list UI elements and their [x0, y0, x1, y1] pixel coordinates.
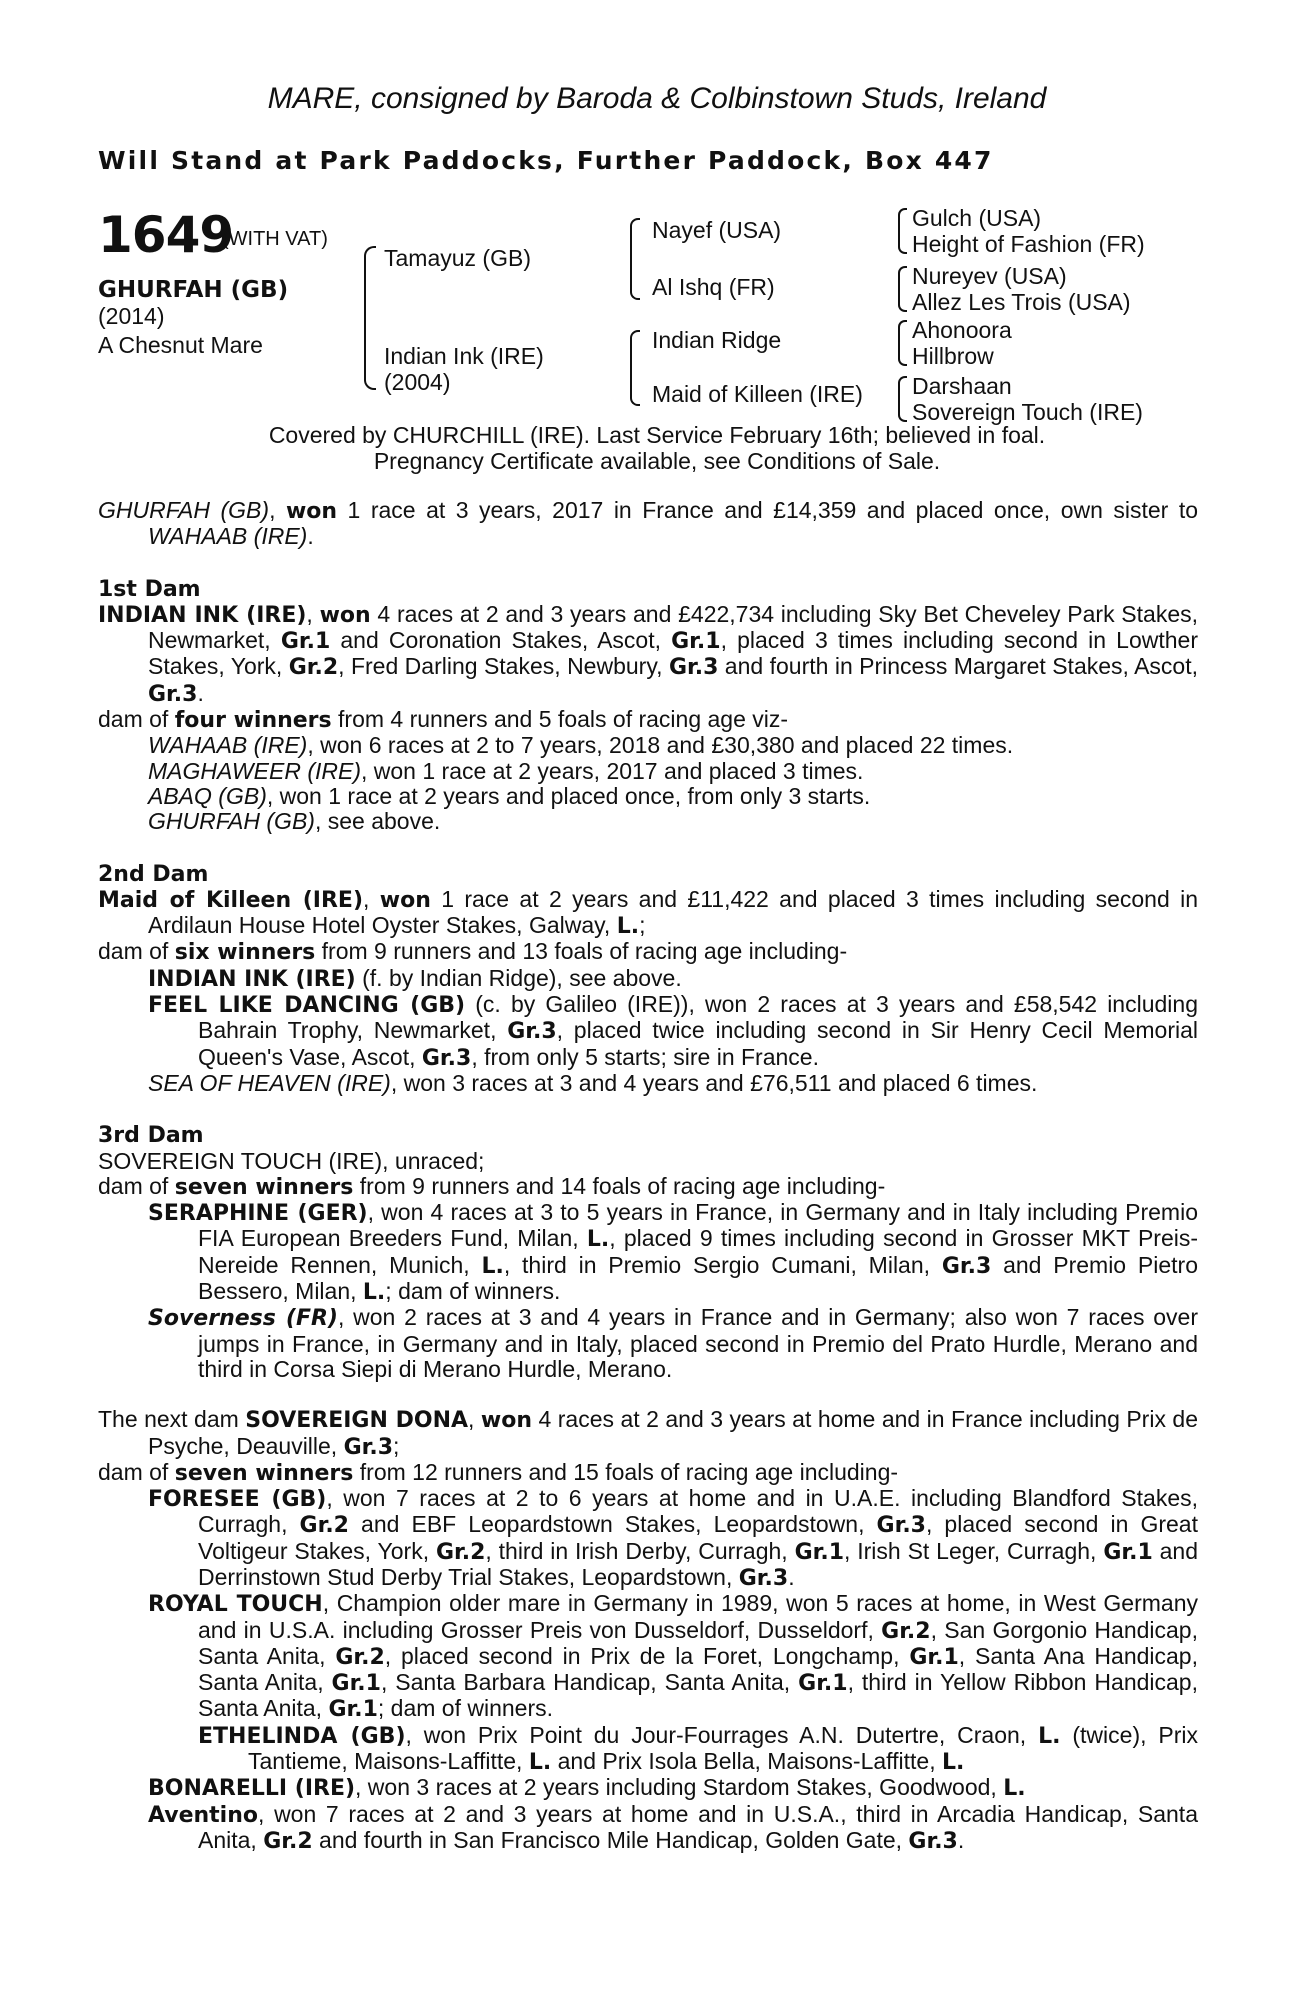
- pedigree-bracket-dam-line: [630, 330, 640, 406]
- progeny-text: , placed second in Great Voltigeur Stakes, York,: [198, 1511, 1198, 1564]
- dam-of-text: dam of: [98, 1172, 175, 1199]
- first-dam-heading: 1st Dam: [98, 576, 201, 602]
- progeny-text: and EBF Leopardstown Stakes, Leopardstown,: [348, 1511, 877, 1538]
- progeny-text: , third in Premio Sergio Cumani, Milan,: [503, 1251, 942, 1278]
- sd-sire-name: Nureyev (USA): [912, 263, 1067, 289]
- won-label: won: [480, 1408, 533, 1434]
- progeny-text: (f. by Indian Ridge), see above.: [355, 964, 682, 991]
- sire-sire-name: Nayef (USA): [652, 217, 782, 243]
- stand-location: Will Stand at Park Paddocks, Further Paddock, Box 447: [98, 146, 994, 175]
- grade-label: L.: [481, 1253, 504, 1279]
- progeny-text: , placed second in Prix de la Foret, Longchamp,: [384, 1642, 910, 1669]
- horse-description: A Chesnut Mare: [98, 332, 263, 358]
- first-dam-name: INDIAN INK (IRE): [98, 602, 307, 628]
- record-text: .: [197, 679, 204, 706]
- grade-label: Gr.3: [148, 681, 198, 707]
- dam-of-text: from 9 runners and 13 foals of racing age including-: [315, 938, 848, 965]
- progeny-text: (twice), Prix Tantieme, Maisons-Laffitte,: [248, 1721, 1199, 1775]
- grade-label: Gr.1: [280, 629, 331, 655]
- dd-dam-name: Sovereign Touch (IRE): [912, 399, 1143, 425]
- grade-label: Gr.1: [1103, 1539, 1153, 1565]
- record-text: and Coronation Stakes, Ascot,: [330, 627, 672, 654]
- grade-label: Gr.3: [668, 655, 719, 681]
- record-text: , Fred Darling Stakes, Newbury,: [338, 653, 669, 680]
- grade-label: Gr.2: [435, 1539, 486, 1565]
- progeny-text: , placed 9 times including second in Grosser MKT Preis-Nereide Rennen, Munich,: [198, 1225, 1199, 1278]
- grade-label: Gr.1: [671, 629, 721, 655]
- second-dam-record: Maid of Killeen (IRE), won 1 race at 2 years and £11,422 and placed 3 times including second in Ardilaun House Hotel Oyster Stakes, Galway, L.;: [98, 885, 1199, 940]
- progeny-name: Soverness (FR): [148, 1306, 338, 1332]
- progeny-text: , won 1 race at 2 years and placed once, from only 3 starts.: [266, 782, 871, 809]
- grade-label: L.: [1038, 1723, 1061, 1749]
- pedigree-bracket-gen3-2: [898, 266, 907, 312]
- grade-label: L.: [528, 1750, 552, 1776]
- second-dam-dam-of: [98, 939, 1198, 965]
- progeny-text: , won 2 races at 3 and 4 years in France and in Germany; also won 7 races over jumps in France, in Germany and in Italy, placed second in Premio del Prato Hurdle, Merano and third in Corsa Siepi di Merano Hurdle, Merano.: [198, 1304, 1198, 1382]
- intro-paragraph: GHURFAH (GB), won 1 race at 3 years, 2017 in France and £14,359 and placed once, own sister to WAHAAB (IRE).: [98, 497, 1199, 550]
- dam-sire-name: Indian Ridge: [652, 327, 782, 353]
- grade-label: Gr.3: [421, 1045, 472, 1071]
- progeny-text: and Derrinstown Stud Derby Trial Stakes, Leopardstown,: [198, 1537, 1198, 1590]
- progeny-name: FORESEE (GB): [148, 1487, 327, 1513]
- winners-count: four winners: [174, 708, 332, 734]
- sire-dam-name: Al Ishq (FR): [652, 274, 775, 300]
- covering-line: Covered by CHURCHILL (IRE). Last Service February 16th; believed in foal.: [268, 422, 1046, 448]
- grade-label: Gr.3: [507, 1019, 557, 1045]
- progeny-item: [98, 784, 1198, 809]
- progeny-item: [98, 1775, 1198, 1801]
- grade-label: Gr.3: [876, 1513, 926, 1539]
- progeny-item: [98, 1723, 1198, 1776]
- grade-label: Gr.1: [331, 1671, 381, 1697]
- progeny-item: [98, 992, 1198, 1071]
- dam-of-text: from 12 runners and 15 foals of racing age including-: [353, 1458, 899, 1485]
- progeny-text: , won 7 races at 2 to 6 years at home and in U.A.E. including Blandford Stakes, Curragh,: [198, 1485, 1198, 1538]
- progeny-name: SERAPHINE (GER): [148, 1201, 368, 1227]
- grade-label: Gr.3: [343, 1434, 394, 1460]
- third-dam-dam-of: [98, 1174, 1198, 1200]
- grade-label: L.: [616, 914, 640, 940]
- grade-label: Gr.2: [288, 655, 339, 681]
- progeny-item: [98, 759, 1198, 784]
- progeny-item: [98, 1200, 1198, 1305]
- grade-label: Gr.2: [263, 1828, 313, 1854]
- winners-count: six winners: [174, 940, 316, 966]
- second-dam-heading: 2nd Dam: [98, 861, 209, 887]
- pedigree-bracket-gen1: [364, 246, 376, 390]
- progeny-text: , won 3 races at 2 years including Stardom Stakes, Goodwood,: [355, 1774, 1004, 1801]
- progeny-item: [98, 1591, 1198, 1722]
- ss-sire-name: Gulch (USA): [912, 205, 1042, 231]
- third-dam-heading: 3rd Dam: [98, 1123, 204, 1149]
- horse-name-ref: GHURFAH (GB): [98, 497, 270, 523]
- progeny-text: , third in Yellow Ribbon Handicap, Santa Anita,: [198, 1669, 1198, 1722]
- progeny-text: , Irish St Leger, Curragh,: [844, 1537, 1104, 1564]
- record-text: ;: [639, 912, 646, 939]
- intro-text: 1 race at 3 years, 2017 in France and £14,359 and placed once, own sister to: [337, 497, 1199, 523]
- dam-dam-name: Maid of Killeen (IRE): [652, 381, 863, 407]
- progeny-item: [98, 1305, 1198, 1382]
- next-dam-record: The next dam SOVEREIGN DONA, won 4 races at 2 and 3 years at home and in France including Prix de Psyche, Deauville, Gr.3;: [98, 1406, 1198, 1460]
- progeny-name: Aventino: [148, 1802, 258, 1828]
- horse-name: GHURFAH (GB): [98, 277, 289, 303]
- progeny-text: , won 7 races at 2 and 3 years at home and in U.S.A., third in Arcadia Handicap, Santa Anita,: [198, 1800, 1198, 1853]
- record-text: ;: [393, 1432, 400, 1459]
- progeny-text: , Santa Ana Handicap, Santa Anita,: [198, 1642, 1198, 1696]
- grade-label: L.: [362, 1280, 386, 1306]
- pedigree-bracket-sire-line: [630, 218, 640, 300]
- progeny-text: , won 4 races at 3 to 5 years in France, in Germany and in Italy including Premio FIA European Breeders Fund, Milan,: [198, 1199, 1198, 1252]
- sd-dam-name: Allez Les Trois (USA): [912, 289, 1131, 315]
- progeny-text: ; dam of winners.: [385, 1278, 561, 1305]
- progeny-text: , Santa Barbara Handicap, Santa Anita,: [380, 1669, 799, 1696]
- dam-of-text: from 4 runners and 5 foals of racing age viz-: [331, 706, 789, 733]
- progeny-text: (c. by Galileo (IRE)), won 2 races at 3 years and £58,542 including Bahrain Trophy, Newmarket,: [198, 991, 1198, 1044]
- grade-label: Gr.2: [335, 1644, 385, 1670]
- grade-label: Gr.1: [328, 1697, 378, 1723]
- consignor-line: MARE, consigned by Baroda & Colbinstown Studs, Ireland: [267, 82, 1047, 115]
- ds-dam-name: Hillbrow: [912, 343, 994, 369]
- progeny-name: ETHELINDA (GB): [198, 1723, 406, 1749]
- progeny-text: , third in Irish Derby, Curragh,: [485, 1537, 795, 1564]
- pedigree-bracket-gen3-4: [898, 376, 907, 422]
- record-text: , placed 3 times including second in Lowther Stakes, York,: [148, 627, 1198, 680]
- grade-label: Gr.3: [941, 1253, 992, 1279]
- progeny-text: , won 6 races at 2 to 7 years, 2018 and £30,380 and placed 22 times.: [307, 732, 1014, 759]
- progeny-text: , San Gorgonio Handicap, Santa Anita,: [198, 1616, 1198, 1669]
- sister-name: WAHAAB (IRE): [148, 523, 308, 550]
- dam-of-text: dam of: [98, 938, 175, 965]
- grade-label: Gr.3: [908, 1828, 958, 1854]
- progeny-name: BONARELLI (IRE): [148, 1776, 356, 1802]
- progeny-item: [98, 1071, 1198, 1096]
- intro-end: .: [307, 523, 314, 550]
- progeny-text: .: [957, 1826, 965, 1853]
- grade-label: Gr.2: [299, 1513, 349, 1539]
- progeny-text: .: [788, 1563, 795, 1590]
- grade-label: L.: [1003, 1776, 1026, 1802]
- grade-label: Gr.1: [798, 1671, 848, 1697]
- progeny-name: ABAQ (GB): [148, 782, 267, 809]
- catalogue-body: [98, 498, 1198, 1854]
- foaling-year: (2014): [98, 303, 165, 329]
- first-dam-record: INDIAN INK (IRE), won 4 races at 2 and 3 years and £422,734 including Sky Bet Cheveley Park Stakes, Newmarket, Gr.1 and Coronation Stakes, Ascot, Gr.1, placed 3 times including second in Lowther Stakes, York, Gr.2, Fred Darling Stakes, Newbury, Gr.3 and fourth in Princess Margaret Stakes, Ascot, Gr.3.: [98, 600, 1199, 707]
- progeny-name: ROYAL TOUCH: [148, 1592, 323, 1618]
- grade-label: L.: [941, 1750, 965, 1776]
- dam-of-text: dam of: [98, 1458, 175, 1485]
- pedigree-bracket-gen3-3: [898, 320, 907, 366]
- won-label: won: [285, 499, 338, 524]
- next-dam-dam-of: [98, 1460, 1198, 1486]
- progeny-text: , Champion older mare in Germany in 1989, won 5 races at home, in West Germany and in U.S.A. including Grosser Preis von Dusseldorf, Dusseldorf,: [198, 1590, 1198, 1643]
- dam-of-text: from 9 runners and 14 foals of racing age including-: [353, 1172, 886, 1199]
- progeny-name: SEA OF HEAVEN (IRE): [148, 1069, 391, 1096]
- progeny-name: WAHAAB (IRE): [148, 732, 308, 759]
- next-dam-name: SOVEREIGN DONA: [245, 1408, 469, 1434]
- winners-count: seven winners: [174, 1460, 354, 1486]
- progeny-item: [98, 733, 1198, 758]
- grade-label: Gr.1: [794, 1539, 844, 1565]
- won-label: won: [379, 887, 431, 913]
- progeny-text: and Premio Pietro Bessero, Milan,: [198, 1251, 1198, 1305]
- progeny-text: , placed twice including second in Sir Henry Cecil Memorial Queen's Vase, Ascot,: [198, 1017, 1198, 1070]
- vat-label: (WITH VAT): [222, 228, 328, 250]
- grade-label: Gr.3: [738, 1565, 789, 1591]
- progeny-text: ; dam of winners.: [377, 1695, 554, 1722]
- progeny-name: MAGHAWEER (IRE): [148, 757, 361, 784]
- grade-label: Gr.2: [881, 1618, 931, 1644]
- progeny-item: [98, 966, 1198, 992]
- progeny-text: , won 3 races at 3 and 4 years and £76,511 and placed 6 times.: [390, 1069, 1038, 1096]
- winners-count: seven winners: [174, 1174, 354, 1200]
- grade-label: L.: [586, 1227, 610, 1253]
- ss-dam-name: Height of Fashion (FR): [912, 231, 1145, 257]
- first-dam-dam-of: [98, 707, 1198, 733]
- ds-sire-name: Ahonoora: [912, 317, 1012, 343]
- second-dam-name: Maid of Killeen (IRE): [98, 887, 363, 913]
- progeny-item: [98, 1486, 1198, 1591]
- pregnancy-line: Pregnancy Certificate available, see Conditions of Sale.: [373, 448, 941, 474]
- lot-number: 1649: [98, 206, 234, 264]
- progeny-text: , see above.: [314, 808, 441, 835]
- dam-name: Indian Ink (IRE): [384, 343, 544, 369]
- grade-label: Gr.1: [909, 1644, 959, 1670]
- next-dam-intro: The next dam: [98, 1406, 246, 1433]
- progeny-text: , won 1 race at 2 years, 2017 and placed 3 times.: [360, 757, 864, 784]
- progeny-text: , won Prix Point du Jour-Fourrages A.N. Dutertre, Craon,: [405, 1721, 1039, 1748]
- record-text: 1 race at 2 years and £11,422 and placed 3 times including second in Ardilaun House Hotel Oyster Stakes, Galway,: [148, 885, 1199, 939]
- progeny-item: [98, 809, 1198, 834]
- record-text: 4 races at 2 and 3 years and £422,734 including Sky Bet Cheveley Park Stakes, Newmarket,: [148, 600, 1199, 654]
- record-text: 4 races at 2 and 3 years at home and in France including Prix de Psyche, Deauville,: [148, 1406, 1198, 1459]
- third-dam-record: SOVEREIGN TOUCH (IRE), unraced;: [98, 1147, 485, 1174]
- dd-sire-name: Darshaan: [912, 373, 1012, 399]
- progeny-text: and Prix Isola Bella, Maisons-Laffitte,: [551, 1748, 942, 1775]
- progeny-text: , from only 5 starts; sire in France.: [471, 1043, 819, 1070]
- progeny-name: GHURFAH (GB): [148, 808, 315, 835]
- record-text: and fourth in Princess Margaret Stakes, Ascot,: [718, 653, 1198, 680]
- progeny-item: [98, 1802, 1198, 1855]
- covering-info: [0, 422, 1314, 474]
- progeny-name: FEEL LIKE DANCING (GB): [148, 993, 466, 1019]
- dam-year: (2004): [384, 369, 451, 395]
- progeny-name: INDIAN INK (IRE): [148, 966, 356, 992]
- sire-name: Tamayuz (GB): [384, 245, 531, 271]
- pedigree-bracket-gen3-1: [898, 208, 907, 254]
- dam-of-text: dam of: [98, 706, 175, 733]
- progeny-text: and fourth in San Francisco Mile Handicap, Golden Gate,: [312, 1826, 909, 1853]
- won-label: won: [319, 602, 371, 628]
